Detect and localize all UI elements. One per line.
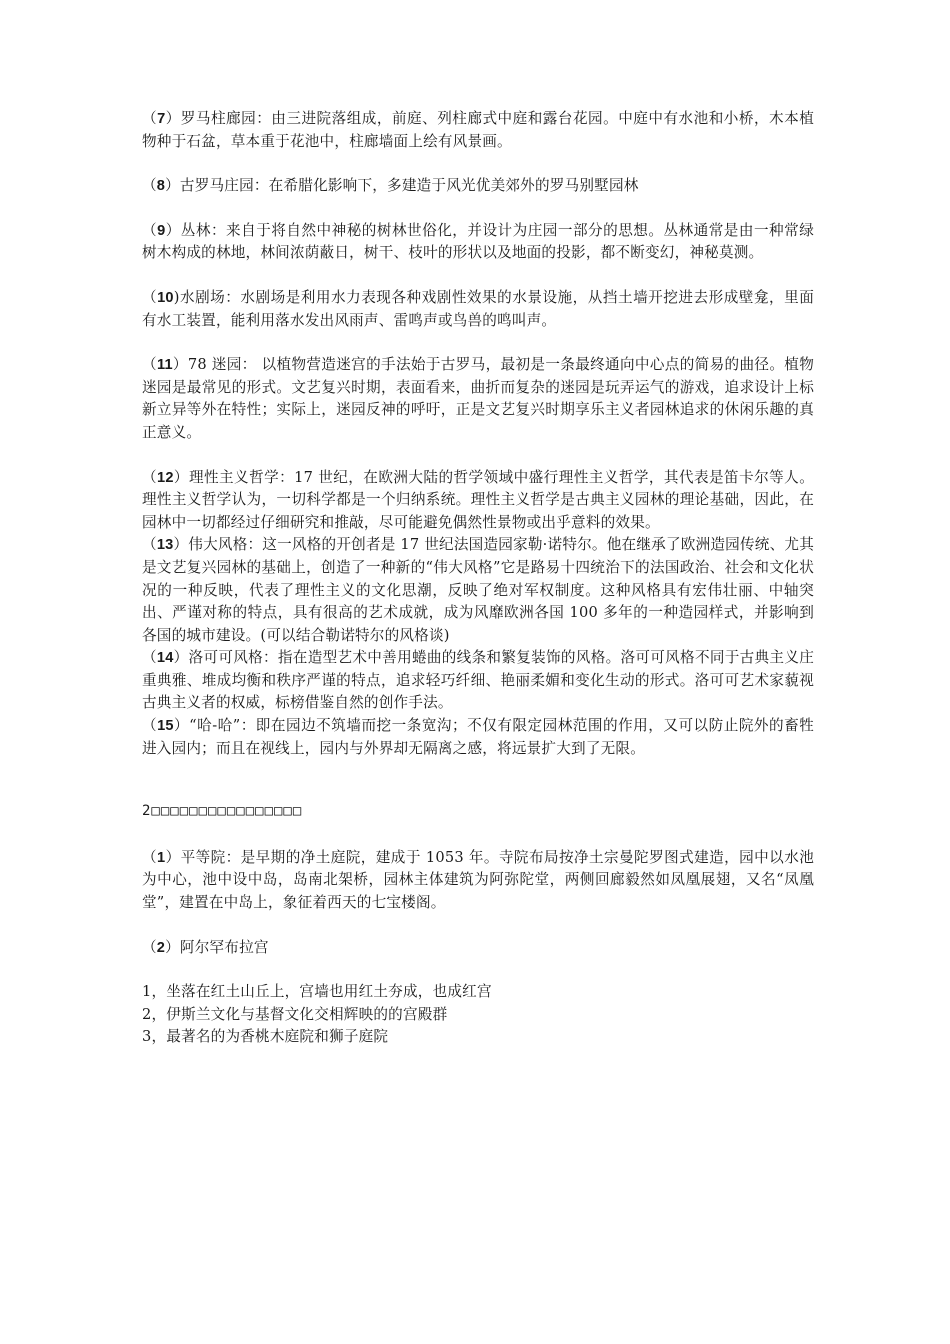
paragraph-item-12: （12）理性主义哲学：17 世纪，在欧洲大陆的哲学领域中盛行理性主义哲学，其代表是笛卡尔等人。理性主义哲学认为，一切科学都是一个归纳系统。理性主义哲学是古典主义园林的理论基础，因此，在园林中一切都经过仔细研究和推敲，尽可能避免偶然性景物或出乎意料的效果。: [142, 468, 815, 531]
item-number: 7: [157, 111, 166, 127]
paragraph-section2-item-2: （2）阿尔罕布拉宫: [142, 938, 269, 956]
item-number: 14: [156, 650, 174, 667]
item-number: 15: [157, 718, 174, 735]
item-text: “哈-哈”：即在园边不筑墙而挖一条宽沟；不仅有限定园林范围的作用，又可以防止院外的畜牲进入园内；而且在视线上，园内与外界却无隔离之感，将远景扩大到了无限。: [142, 717, 815, 757]
paragraph-item-7: （7）罗马柱廊园：由三进院落组成，前庭、列柱廊式中庭和露台花园。中庭中有水池和小桥，木本植物种于石盆，草本重于花池中，柱廊墙面上绘有风景画。: [142, 110, 815, 150]
paragraph-item-9: （9）丛林：来自于将自然中神秘的树林世俗化，并设计为庄园一部分的思想。丛林通常是由一种常绿树木构成的林地，林间浓荫蔽日，树干、枝叶的形状以及地面的投影，都不断变幻，神秘莫测。: [142, 221, 815, 262]
paragraph-item-14: （14）洛可可风格：指在造型艺术中善用蜷曲的线条和繁复装饰的风格。洛可可风格不同于古典主义庄重典雅、堆成均衡和秩序严谨的特点，追求轻巧纤细、艳丽柔媚和变化生动的形式。洛可可艺术家藐视古典主义者的权威，标榜借鉴自然的创作手法。: [142, 649, 815, 712]
item-text: 伟大风格：这一风格的开创者是 17 世纪法国造园家勒·诺特尔。他在继承了欧洲造园传统、尤其是文艺复兴园林的基础上，创造了一种新的“伟大风格”它是路易十四统治下的法国政治、社会和文化状况的一种反映，代表了理性主义的文化思潮，反映了绝对军权制度。这种风格具有宏伟壮丽、中轴突出、严谨对称的特点，具有很高的艺术成就，成为风靡欧洲各国 100 多年的一种造园样式，并影响到各国的城市建设。(可以结合勒诺特尔的风格谈): [142, 536, 815, 644]
item-number: 9: [157, 222, 166, 239]
paragraph-item-15: （15）“哈-哈”：即在园边不筑墙而挖一条宽沟；不仅有限定园林范围的作用，又可以防止院外的畜牲进入园内；而且在视线上，园内与外界却无隔离之感，将远景扩大到了无限。: [142, 717, 815, 757]
list-item: 1，坐落在红土山丘上，宫墙也用红土夯成，也成红宫: [142, 983, 492, 1001]
item-number: 12: [157, 469, 174, 486]
paragraph-item-10: （10)水剧场：水剧场是利用水力表现各种戏剧性效果的水景设施，从挡土墙开挖进去形成壁龛，里面有水工装置，能利用落水发出风雨声、雷鸣声或鸟兽的鸣叫声。: [142, 288, 815, 329]
item-text: 水剧场：水剧场是利用水力表现各种戏剧性效果的水景设施，从挡土墙开挖进去形成壁龛，里面有水工装置，能利用落水发出风雨声、雷鸣声或鸟兽的鸣叫声。: [142, 288, 815, 329]
item-number: 1: [157, 849, 166, 866]
list-item: 3，最著名的为香桃木庭院和狮子庭院: [142, 1028, 389, 1046]
item-text: 78 迷园： 以植物营造迷宫的手法始于古罗马，最初是一条最终通向中心点的简易的曲径。植物迷园是最常见的形式。文艺复兴时期，表面看来，曲折而复杂的迷园是玩弄运气的游戏，追求设计上标新立异等外在特性；实际上，迷园反神的呼吁，正是文艺复兴时期享乐主义者园林追求的休闲乐趣的真正意义。: [142, 356, 814, 441]
item-number: 11: [156, 357, 173, 374]
item-text: 平等院：是早期的净土庭院，建成于 1053 年。寺院布局按净土宗曼陀罗图式建造，园中以水池为中心，池中设中岛，岛南北架桥，园林主体建筑为阿弥陀堂，两侧回廊毅然如凤凰展翅，又名“凤凰堂”，建置在中岛上，象征着西天的七宝楼阁。: [142, 848, 815, 912]
item-text: 阿尔罕布拉宫: [179, 938, 269, 956]
paragraph-item-13: （13）伟大风格：这一风格的开创者是 17 世纪法国造园家勒·诺特尔。他在继承了欧洲造园传统、尤其是文艺复兴园林的基础上，创造了一种新的“伟大风格”它是路易十四统治下的法国政治、社会和文化状况的一种反映，代表了理性主义的文化思潮，反映了绝对军权制度。这种风格具有宏伟壮丽、中轴突出、严谨对称的特点，具有很高的艺术成就，成为风靡欧洲各国 100 多年的一种造园样式，并影响到各国的城市建设。(可以结合勒诺特尔的风格谈): [142, 536, 815, 644]
item-text: 古罗马庄园：在希腊化影响下，多建造于风光优美郊外的罗马别墅园林: [179, 177, 639, 195]
item-number: 2: [156, 939, 166, 956]
item-number: 8: [156, 178, 166, 195]
item-number: 13: [156, 537, 174, 554]
item-text: 洛可可风格：指在造型艺术中善用蜷曲的线条和繁复装饰的风格。洛可可风格不同于古典主义庄重典雅、堆成均衡和秩序严谨的特点，追求轻巧纤细、艳丽柔媚和变化生动的形式。洛可可艺术家藐视古典主义者的权威，标榜借鉴自然的创作手法。: [142, 649, 815, 712]
paragraph-item-11: （11）78 迷园： 以植物营造迷宫的手法始于古罗马，最初是一条最终通向中心点的简易的曲径。植物迷园是最常见的形式。文艺复兴时期，表面看来，曲折而复杂的迷园是玩弄运气的游戏，追求设计上标新立异等外在特性；实际上，迷园反神的呼吁，正是文艺复兴时期享乐主义者园林追求的休闲乐趣的真正意义。: [142, 356, 814, 441]
paragraph-section2-item-1: （1）平等院：是早期的净土庭院，建成于 1053 年。寺院布局按净土宗曼陀罗图式建造，园中以水池为中心，池中设中岛，岛南北架桥，园林主体建筑为阿弥陀堂，两侧回廊毅然如凤凰展翅，又名“凤凰堂”，建置在中岛上，象征着西天的七宝楼阁。: [142, 848, 815, 912]
item-text: 丛林：来自于将自然中神秘的树林世俗化，并设计为庄园一部分的思想。丛林通常是由一种常绿树木构成的林地，林间浓荫蔽日，树干、枝叶的形状以及地面的投影，都不断变幻，神秘莫测。: [142, 221, 815, 262]
item-text: 罗马柱廊园：由三进院落组成，前庭、列柱廊式中庭和露台花园。中庭中有水池和小桥，木本植物种于石盆，草本重于花池中，柱廊墙面上绘有风景画。: [142, 110, 815, 150]
list-item: 2，伊斯兰文化与基督文化交相辉映的的宫殿群: [142, 1005, 448, 1023]
item-number: 10: [157, 289, 174, 306]
section-heading: 2□□□□□□□□□□□□□□□□: [142, 803, 303, 820]
item-text: 理性主义哲学：17 世纪，在欧洲大陆的哲学领域中盛行理性主义哲学，其代表是笛卡尔等人。理性主义哲学认为，一切科学都是一个归纳系统。理性主义哲学是古典主义园林的理论基础，因此，在园林中一切都经过仔细研究和推敲，尽可能避免偶然性景物或出乎意料的效果。: [142, 468, 815, 531]
paragraph-item-8: （8）古罗马庄园：在希腊化影响下，多建造于风光优美郊外的罗马别墅园林: [142, 177, 639, 195]
document-page: [142, 108, 814, 1049]
